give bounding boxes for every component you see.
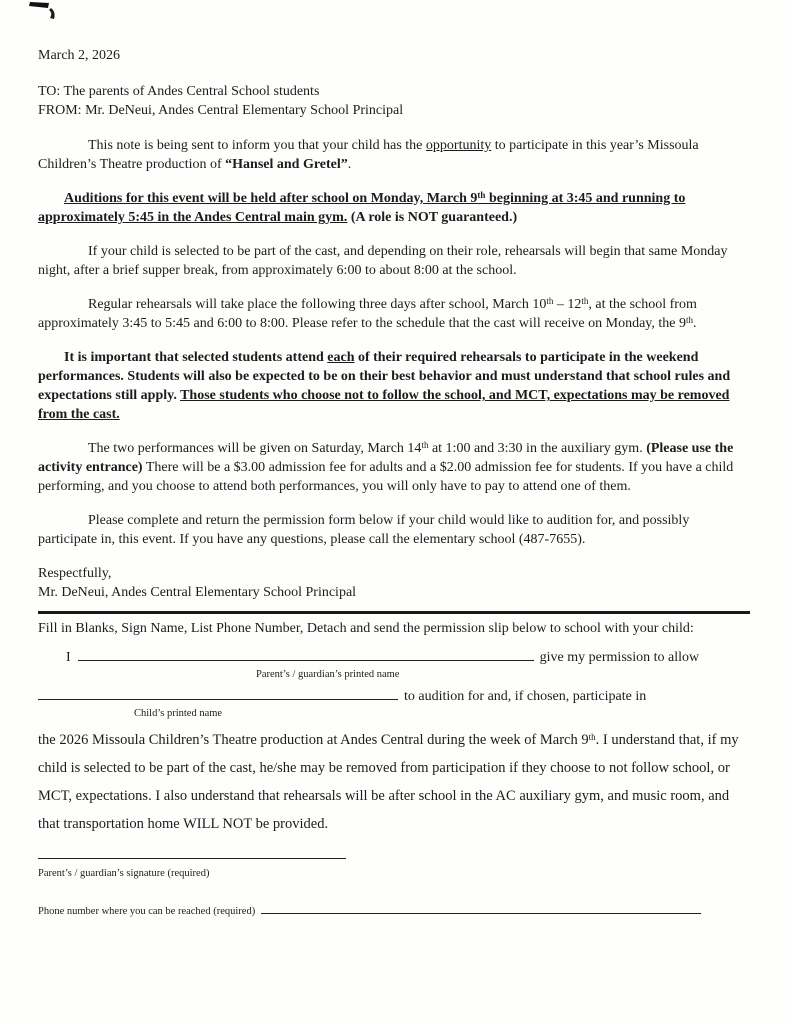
phone-number-blank [261, 902, 701, 914]
text-segment: There will be a $3.00 admission fee for adults and a $2.00 admission fee for students. If you have a child performing, and you choose to attend both performances, you will only have to pay to attend one of them. [38, 460, 734, 494]
to-line: TO: The parents of Andes Central School students [38, 84, 320, 99]
superscript: th [546, 296, 554, 306]
text-segment: . I understand that, if my child is selected to be part of the cast, he/she may be removed from participation if they choose to not follow school, or MCT, expectations. I also understand that rehearsals will be after school in the AC auxiliary gym, and music room, and that transportation home WILL NOT be provided. [38, 732, 739, 832]
superscript: th [421, 440, 429, 450]
phone-row [38, 902, 750, 919]
respectfully-line: Respectfully, [38, 566, 112, 581]
child-name-blank [38, 688, 398, 700]
text-segment: beginning at 3:45 and running to approximately 5:45 in the Andes Central main gym. [38, 191, 686, 225]
underlined-word: opportunity [425, 138, 492, 153]
superscript: th [685, 315, 693, 325]
cast-paragraph: If your child is selected to be part of the cast, and depending on their role, rehearsals will begin that same Monday night, after a brief supper break, from approximately 6:00 to about 8:00 at the school. [38, 244, 728, 278]
text-segment: The two performances will be given on Saturday, March 14 [88, 441, 422, 456]
text-segment: . [347, 157, 352, 172]
parent-name-blank [78, 649, 534, 661]
removal-warning: Those students who choose not to follow the school, and MCT, expectations may be removed from the cast. [38, 388, 730, 422]
text-segment: of their required rehearsals to participate in the weekend performances. Students will also be expected to be on their best behavior and must understand that school rules and expectations still apply. [38, 350, 731, 403]
detach-divider [38, 611, 750, 614]
date-line: March 2, 2026 [38, 48, 121, 63]
signature-row [38, 846, 750, 865]
role-note: (A role is NOT guaranteed.) [347, 210, 518, 225]
important-paragraph [38, 348, 750, 424]
intro-paragraph [38, 136, 750, 174]
signature-line: Mr. DeNeui, Andes Central Elementary School Principal [38, 585, 357, 600]
superscript: th [477, 190, 486, 200]
closing-block [38, 564, 750, 602]
auditions-paragraph [38, 189, 750, 227]
underlined-word: each [327, 350, 355, 365]
signature-caption: Parent’s / guardian’s signature (required) [38, 868, 210, 879]
text-segment: to audition for and, if chosen, participate in [404, 689, 647, 704]
phone-caption: Phone number where you can be reached (required) [38, 906, 256, 917]
letter-content [38, 46, 750, 919]
permission-line-2 [38, 687, 750, 706]
production-title: “Hansel and Gretel” [225, 157, 348, 172]
signature-blank [38, 847, 346, 859]
text-segment: I [66, 650, 71, 665]
performances-paragraph [38, 439, 750, 496]
text-segment: It is important that selected students attend [64, 350, 328, 365]
permission-line-1 [38, 648, 750, 667]
text-segment: the 2026 Missoula Children’s Theatre production at Andes Central during the week of March 9 [38, 732, 589, 748]
text-segment: at 1:00 and 3:30 in the auxiliary gym. [428, 441, 647, 456]
permission-paragraph: Please complete and return the permission form below if your child would like to audition for, and possibly participate in, this event. If you have any questions, please call the elementary school (487-7655). [38, 513, 690, 547]
from-line: FROM: Mr. DeNeui, Andes Central Elementary School Principal [38, 103, 404, 118]
text-segment: Auditions for this event will be held after school on Monday, March 9 [64, 191, 478, 206]
text-segment: Regular rehearsals will take place the following three days after school, March 10 [88, 297, 547, 312]
superscript: th [588, 732, 596, 742]
superscript: th [581, 296, 589, 306]
text-segment: give my permission to allow [539, 650, 700, 665]
slip-instructions: Fill in Blanks, Sign Name, List Phone Number, Detach and send the permission slip below to school with your child: [38, 621, 694, 636]
parent-name-caption: Parent’s / guardian’s printed name [256, 669, 400, 680]
slip-body-paragraph [38, 726, 750, 838]
text-segment: to participate in this year’s Missoula Children’s Theatre production of [38, 138, 699, 172]
rehearsals-paragraph [38, 295, 750, 333]
child-name-caption: Child’s printed name [134, 708, 223, 719]
entrance-note: (Please use the activity entrance) [38, 441, 734, 475]
scan-artifact-mark [22, 0, 66, 24]
text-segment: . [693, 316, 697, 331]
text-segment: This note is being sent to inform you that your child has the [88, 138, 426, 153]
text-segment: – 12 [553, 297, 582, 312]
text-segment: , at the school from approximately 3:45 to 5:45 and 6:00 to 8:00. Please refer to the schedule that the cast will receive on Monday, the 9 [38, 297, 697, 331]
